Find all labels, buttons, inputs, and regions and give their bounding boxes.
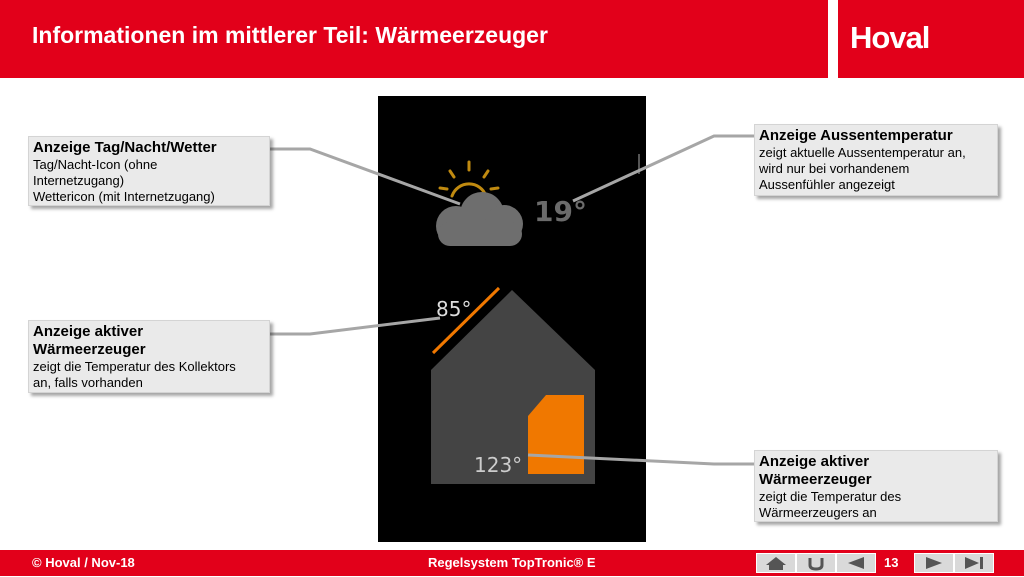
leader-day-night: [270, 149, 460, 204]
leader-generator: [528, 455, 754, 464]
page-title: Informationen im mittlerer Teil: Wärmeerzeuger: [32, 22, 548, 48]
callout-heading: Anzeige Tag/Nacht/Wetter: [33, 139, 217, 156]
previous-button[interactable]: [836, 553, 876, 573]
callout-day-night: [28, 136, 270, 206]
collector-temp-value: 85°: [436, 297, 472, 321]
leader-collector: [270, 318, 440, 334]
hoval-logo: Hoval: [850, 20, 930, 55]
callout-heading: Wärmeerzeuger: [33, 341, 146, 358]
callout-line: Wettericon (mit Internetzugang): [33, 189, 215, 204]
callout-outdoor-temp: [754, 124, 998, 196]
last-icon: [955, 554, 993, 572]
callout-line: Aussenfühler angezeigt: [759, 177, 895, 192]
callout-heading: Anzeige aktiver: [33, 323, 144, 340]
next-icon: [915, 554, 953, 572]
outdoor-temp-value: 19°: [534, 195, 587, 228]
callout-heading: Wärmeerzeuger: [759, 471, 872, 488]
generator-temp-value: 123°: [474, 453, 523, 477]
home-icon: [757, 554, 795, 572]
callout-line: Wärmeerzeugers an: [759, 505, 877, 520]
callout-line: Internetzugang): [33, 173, 125, 188]
next-button[interactable]: [914, 553, 954, 573]
callout-heading: Anzeige Aussentemperatur: [759, 127, 953, 144]
callout-heading: Anzeige aktiver: [759, 453, 870, 470]
callout-line: zeigt die Temperatur des Kollektors: [33, 359, 236, 374]
callout-line: zeigt die Temperatur des: [759, 489, 902, 504]
return-button[interactable]: [796, 553, 836, 573]
callout-generator: [754, 450, 998, 522]
callout-line: Tag/Nacht-Icon (ohne: [33, 157, 158, 172]
page-number: 13: [884, 555, 899, 570]
home-button[interactable]: [756, 553, 796, 573]
callout-collector: [28, 320, 270, 393]
last-button[interactable]: [954, 553, 994, 573]
callout-line: zeigt aktuelle Aussentemperatur an,: [759, 145, 966, 160]
callout-line: wird nur bei vorhandenem: [759, 161, 910, 176]
return-icon: [797, 554, 835, 572]
callout-line: an, falls vorhanden: [33, 375, 143, 390]
footer-product: Regelsystem TopTronic® E: [428, 555, 596, 570]
footer-copyright: © Hoval / Nov-18: [32, 555, 135, 570]
leader-outdoor: [573, 136, 754, 201]
previous-icon: [837, 554, 875, 572]
